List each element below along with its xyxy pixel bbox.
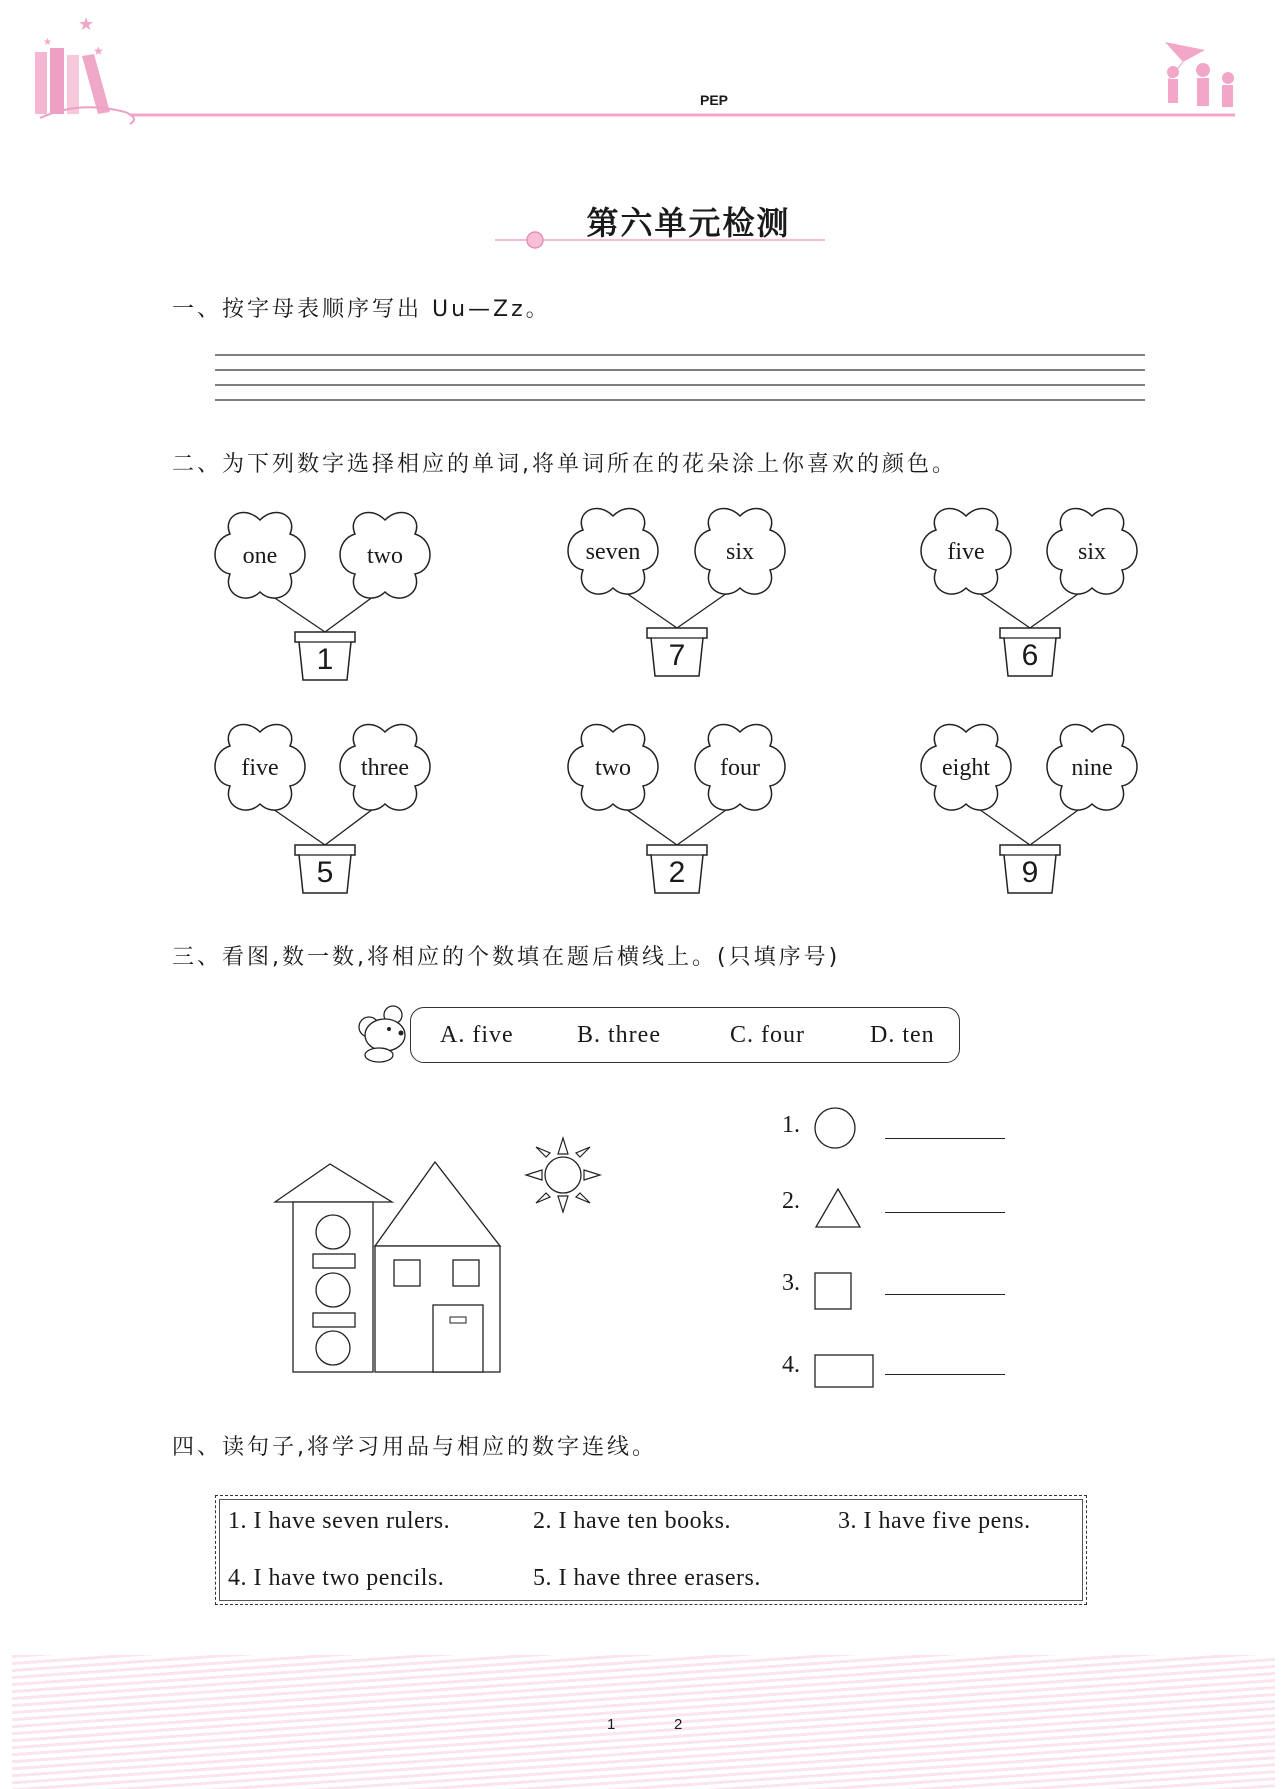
answer-line[interactable] bbox=[885, 1212, 1005, 1213]
pot-number: 5 bbox=[316, 856, 334, 889]
question-number: 2. bbox=[782, 1188, 800, 1214]
flower-word: two bbox=[367, 543, 403, 569]
svg-text:★: ★ bbox=[78, 14, 95, 35]
question-number: 4. bbox=[782, 1352, 800, 1378]
option-a: A. five bbox=[440, 1022, 514, 1048]
flower-word: six bbox=[1077, 539, 1106, 565]
sun-icon bbox=[526, 1138, 600, 1212]
mouse-icon bbox=[355, 1003, 415, 1065]
pot-number: 1 bbox=[316, 643, 334, 676]
question-number: 1. bbox=[782, 1112, 800, 1138]
rectangle-icon bbox=[812, 1352, 876, 1390]
circle-icon bbox=[812, 1105, 858, 1151]
section-2-heading: 二、为下列数字选择相应的单词,将单词所在的花朵涂上你喜欢的颜色。 bbox=[172, 452, 957, 477]
flower-word: two bbox=[595, 755, 631, 781]
option-d: D. ten bbox=[870, 1022, 935, 1048]
flower-word: five bbox=[241, 755, 279, 781]
flower-word: seven bbox=[585, 539, 641, 565]
flower-word: four bbox=[720, 755, 760, 781]
header-label: PEP bbox=[700, 92, 729, 108]
sentence-2: 2. I have ten books. bbox=[533, 1508, 731, 1534]
pot-number: 9 bbox=[1021, 856, 1039, 889]
answer-line[interactable] bbox=[885, 1374, 1005, 1375]
sentence-1: 1. I have seven rulers. bbox=[228, 1508, 451, 1534]
pot-number: 7 bbox=[668, 639, 686, 672]
triangle-icon bbox=[812, 1183, 864, 1231]
section-3-heading: 三、看图,数一数,将相应的个数填在题后横线上。(只填序号) bbox=[172, 945, 841, 970]
option-c: C. four bbox=[730, 1022, 805, 1048]
page-number-right: 2 bbox=[674, 1716, 683, 1733]
flower-word: eight bbox=[942, 755, 990, 781]
pot-number: 2 bbox=[668, 856, 686, 889]
sentence-4: 4. I have two pencils. bbox=[228, 1565, 445, 1591]
section-1-heading: 一、按字母表顺序写出 Uu—Zz。 bbox=[172, 297, 551, 322]
svg-text:★: ★ bbox=[93, 44, 104, 58]
option-b: B. three bbox=[577, 1022, 661, 1048]
flower-word: nine bbox=[1071, 755, 1113, 781]
flower-word: five bbox=[947, 539, 985, 565]
sentence-3: 3. I have five pens. bbox=[838, 1508, 1031, 1534]
flower-word: one bbox=[242, 543, 278, 569]
house-sun-drawing bbox=[260, 1120, 620, 1380]
flower-word: three bbox=[361, 755, 409, 781]
square-icon bbox=[812, 1270, 854, 1312]
answer-line[interactable] bbox=[885, 1294, 1005, 1295]
answer-line[interactable] bbox=[885, 1138, 1005, 1139]
sentence-5: 5. I have three erasers. bbox=[533, 1565, 761, 1591]
svg-text:★: ★ bbox=[43, 37, 52, 48]
pot-number: 6 bbox=[1021, 639, 1039, 672]
flower-word: six bbox=[725, 539, 754, 565]
footer-band bbox=[12, 1655, 1275, 1789]
page-number-left: 1 bbox=[607, 1716, 616, 1733]
section-4-heading: 四、读句子,将学习用品与相应的数字连线。 bbox=[172, 1435, 657, 1460]
page-title: 第六单元检测 bbox=[586, 204, 791, 242]
question-number: 3. bbox=[782, 1270, 800, 1296]
